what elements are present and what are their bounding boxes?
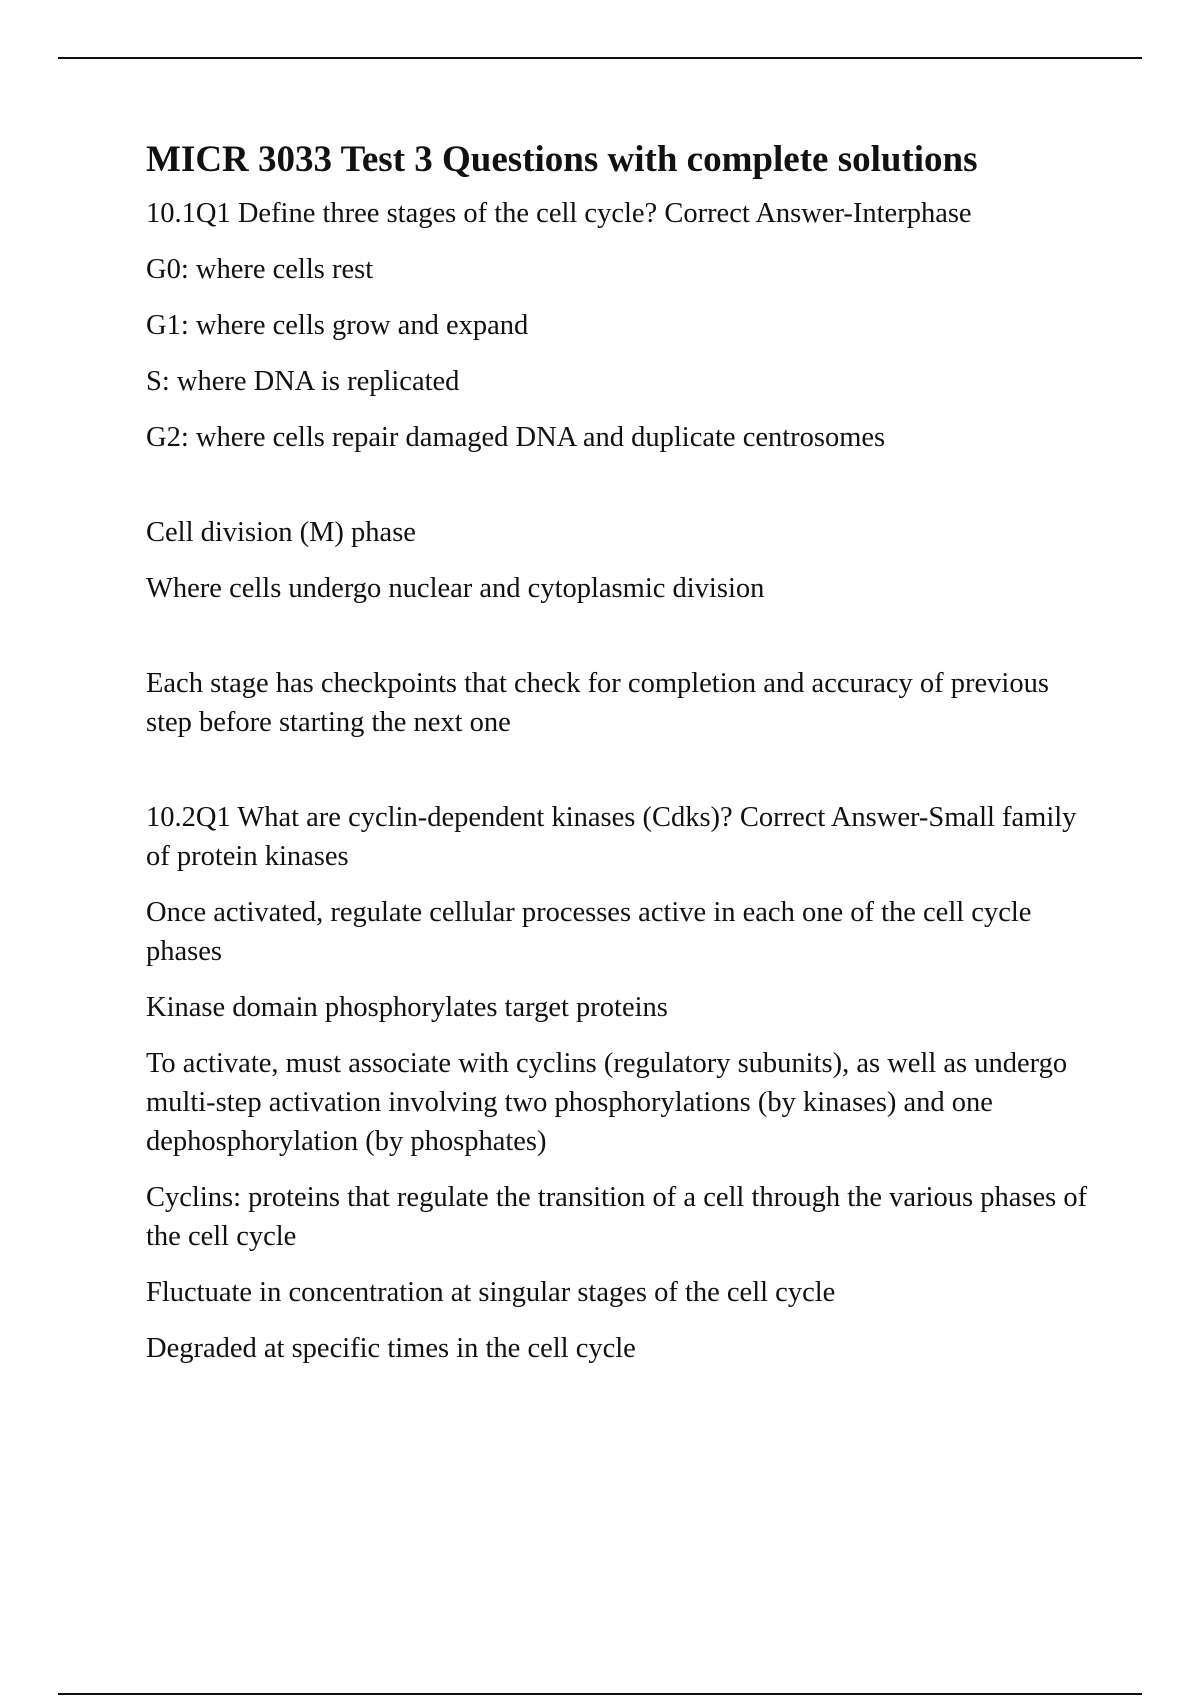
document-body xyxy=(146,138,1096,1385)
answer-line-m-phase: Cell division (M) phase xyxy=(146,517,416,548)
answer-line-fluctuate: Fluctuate in concentration at singular stages of the cell cycle xyxy=(146,1277,836,1308)
answer-line-g1: G1: where cells grow and expand xyxy=(146,310,529,341)
answer-line-activation: To activate, must associate with cyclins (regulatory subunits), as well as undergo multi-step activation involving two phosphorylations (by kinases) and one dephosphorylation (by phosphates) xyxy=(146,1048,1068,1157)
document-title: MICR 3033 Test 3 Questions with complete solutions xyxy=(146,139,978,180)
answer-line-degraded: Degraded at specific times in the cell cycle xyxy=(146,1333,636,1364)
footer-divider xyxy=(58,1693,1142,1695)
answer-line-g0: G0: where cells rest xyxy=(146,254,374,285)
answer-line-activated: Once activated, regulate cellular processes active in each one of the cell cycle phases xyxy=(146,897,1032,967)
answer-line-kinase-domain: Kinase domain phosphorylates target proteins xyxy=(146,992,668,1023)
question-1: 10.1Q1 Define three stages of the cell cycle? Correct Answer-Interphase xyxy=(146,198,972,229)
answer-line-g2: G2: where cells repair damaged DNA and duplicate centrosomes xyxy=(146,422,886,453)
answer-line-checkpoints: Each stage has checkpoints that check for completion and accuracy of previous step before starting the next one xyxy=(146,668,1049,738)
answer-line-cyclins: Cyclins: proteins that regulate the transition of a cell through the various phases of the cell cycle xyxy=(146,1182,1088,1252)
answer-line-division: Where cells undergo nuclear and cytoplasmic division xyxy=(146,573,765,604)
question-2: 10.2Q1 What are cyclin-dependent kinases (Cdks)? Correct Answer-Small family of protein kinases xyxy=(146,802,1077,872)
header-divider xyxy=(58,57,1142,59)
answer-line-s: S: where DNA is replicated xyxy=(146,366,460,397)
